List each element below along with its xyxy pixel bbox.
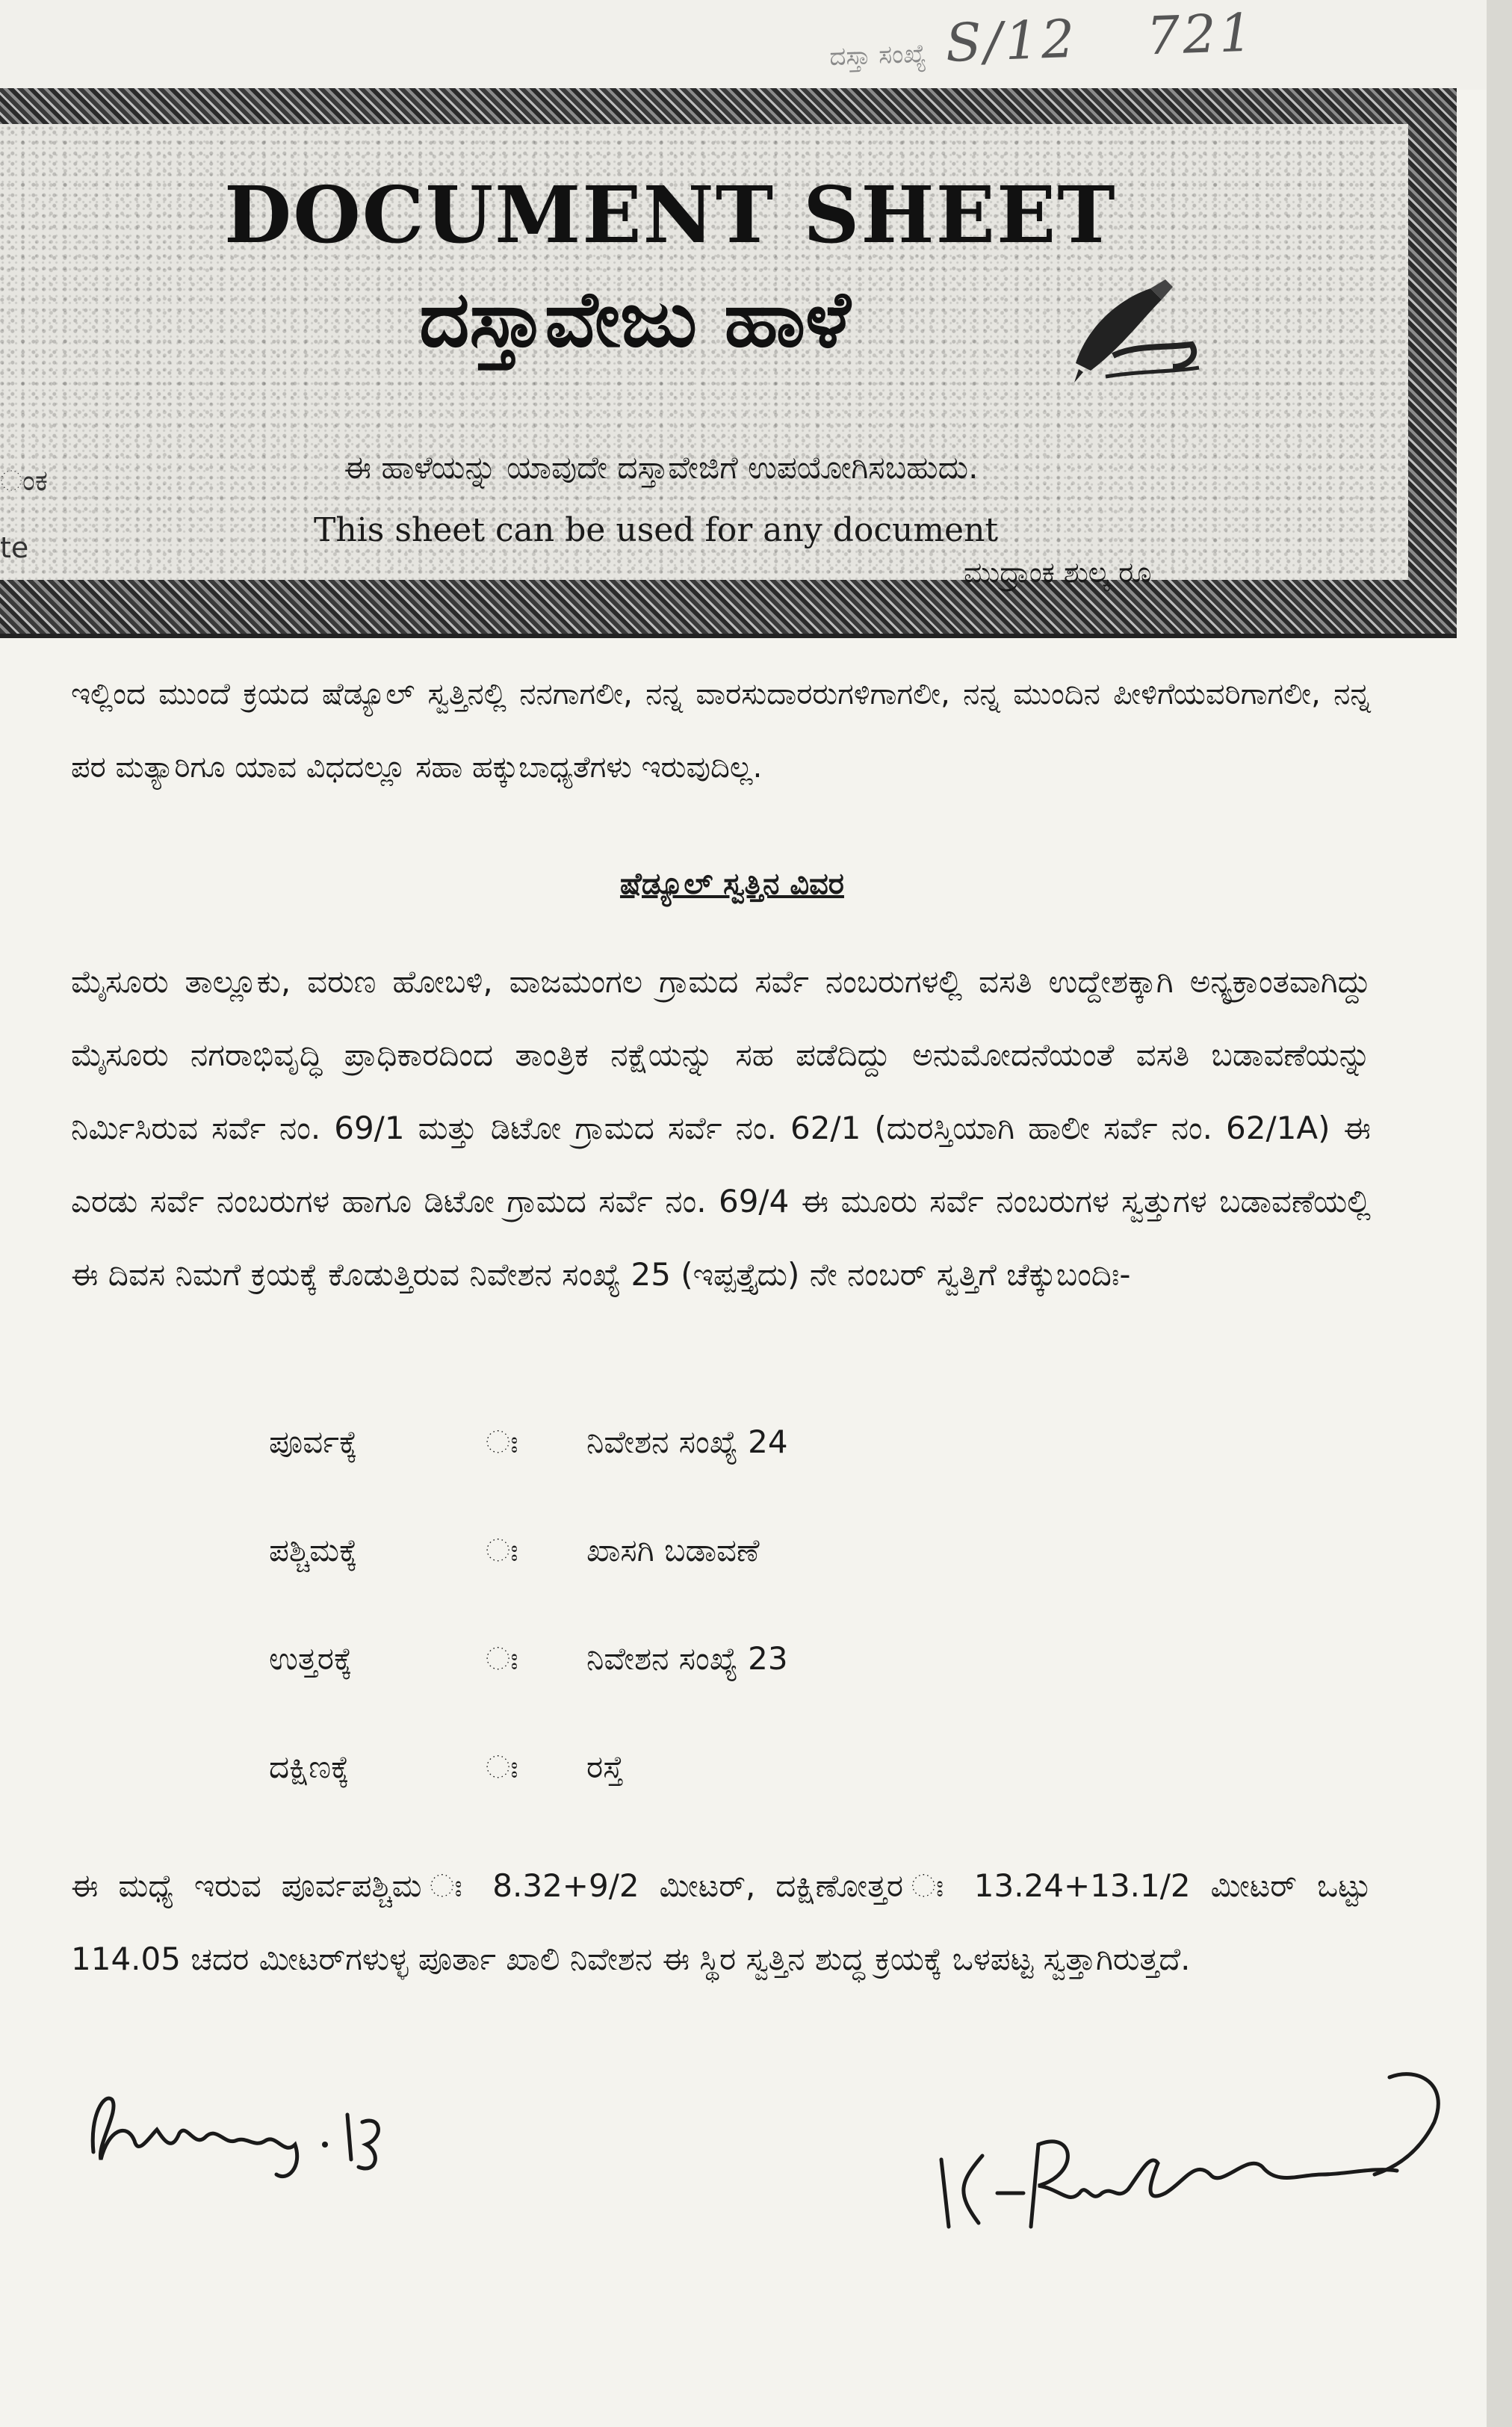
signature-right bbox=[926, 2062, 1464, 2242]
document-title-kannada: ದಸ್ತಾವೇಜು ಹಾಳೆ bbox=[419, 273, 851, 365]
boundary-colon: ಃ bbox=[486, 1749, 518, 1785]
boundary-colon: ಃ bbox=[486, 1640, 518, 1677]
boundary-colon: ಃ bbox=[486, 1423, 518, 1460]
document-title-english: DOCUMENT SHEET bbox=[224, 169, 1117, 261]
margin-text-fragment: ಂಕ bbox=[0, 464, 48, 497]
boundary-direction: ಉತ್ತರಕ್ಕೆ bbox=[269, 1640, 353, 1677]
margin-text-fragment: te bbox=[0, 531, 29, 564]
boundary-direction: ಪಶ್ಚಿಮಕ್ಕೆ bbox=[269, 1532, 358, 1568]
handwritten-serial bbox=[828, 0, 1443, 91]
signature-left bbox=[82, 2070, 396, 2189]
usage-note-english: This sheet can be used for any document bbox=[314, 511, 999, 549]
boundary-row-east bbox=[269, 1423, 1165, 1476]
measurement-paragraph: ಈ ಮಧ್ಯೆ ಇರುವ ಪೂರ್ವಪಶ್ಚಿಮ ಃ 8.32+9/2 ಮೀಟರ್, ದಕ್ಷಿಣೋತ್ತರ ಃ 13.24+13.1/2 ಮೀಟರ್ ಒಟ್ಟು 114.05 ಚದರ ಮೀಟರ್‌ಗಳುಳ್ಳ ಪೂರ್ತಾ ಖಾಲಿ ನಿವೇಶನ ಈ ಸ್ಥಿರ ಸ್ವತ್ತಿನ ಶುದ್ಧ ಕ್ರಯಕ್ಕೆ ಒಳಪಟ್ಟ ಸ್ವತ್ತಾಗಿರುತ್ತದೆ. bbox=[71, 1867, 1371, 1977]
schedule-heading: ಷೆಡ್ಯೂಲ್ ಸ್ವತ್ತಿನ ವಿವರ bbox=[620, 867, 844, 901]
schedule-paragraph: ಮೈಸೂರು ತಾಲ್ಲೂಕು, ವರುಣ ಹೋಬಳಿ, ವಾಜಮಂಗಲ ಗ್ರಾಮದ ಸರ್ವೆ ನಂಬರುಗಳಲ್ಲಿ ವಸತಿ ಉದ್ದೇಶಕ್ಕಾಗಿ ಅನ್ಯಕ್ರಾಂತವಾಗಿದ್ದು ಮೈಸೂರು ನಗರಾಭಿವೃದ್ಧಿ ಪ್ರಾಧಿಕಾರದಿಂದ ತಾಂತ್ರಿಕ ನಕ್ಷೆಯನ್ನು ಸಹ ಪಡೆದಿದ್ದು ಅನುಮೋದನೆಯಂತೆ ವಸತಿ ಬಡಾವಣೆಯನ್ನು ನಿರ್ಮಿಸಿರುವ ಸರ್ವೆ ನಂ. 69/1 ಮತ್ತು ಡಿಟೋ ಗ್ರಾಮದ ಸರ್ವೆ ನಂ. 62/1 (ದುರಸ್ತಿಯಾಗಿ ಹಾಲೀ ಸರ್ವೆ ನಂ. 62/1A) ಈ ಎರಡು ಸರ್ವೆ ನಂಬರುಗಳ ಹಾಗೂ ಡಿಟೋ ಗ್ರಾಮದ ಸರ್ವೆ ನಂ. 69/4 ಈ ಮೂರು ಸರ್ವೆ ನಂಬರುಗಳ ಸ್ವತ್ತುಗಳ ಬಡಾವಣೆಯಲ್ಲಿ ಈ ದಿವಸ ನಿಮಗೆ ಕ್ರಯಕ್ಕೆ ಕೊಡುತ್ತಿರುವ ನಿವೇಶನ ಸಂಖ್ಯೆ 25 (ಇಪ್ಪತ್ತೈದು) ನೇ ನಂಬರ್ ಸ್ವತ್ತಿಗೆ ಚೆಕ್ಕುಬಂದಿಃ- bbox=[71, 963, 1371, 1293]
pen-writing-icon bbox=[1061, 273, 1210, 386]
handwritten-code: S/12 bbox=[944, 7, 1079, 74]
boundary-value: ರಸ್ತೆ bbox=[586, 1749, 624, 1785]
boundary-row-west bbox=[269, 1532, 1165, 1584]
boundary-direction: ದಕ್ಷಿಣಕ್ಕೆ bbox=[269, 1749, 350, 1785]
handwritten-faint-note: ದಸ್ತಾ ಸಂಖ್ಯೆ bbox=[828, 38, 927, 72]
boundary-colon: ಃ bbox=[486, 1532, 518, 1568]
boundary-direction: ಪೂರ್ವಕ್ಕೆ bbox=[269, 1423, 358, 1460]
document-sheet-banner bbox=[0, 88, 1457, 638]
boundary-value: ನಿವೇಶನ ಸಂಖ್ಯೆ 24 bbox=[586, 1423, 788, 1460]
boundary-value: ಖಾಸಗಿ ಬಡಾವಣೆ bbox=[586, 1532, 760, 1568]
usage-note-kannada: ಈ ಹಾಳೆಯನ್ನು ಯಾವುದೇ ದಸ್ತಾವೇಜಿಗೆ ಉಪಯೋಗಿಸಬಹುದು. bbox=[344, 449, 979, 486]
top-strip bbox=[0, 0, 1512, 90]
banner-inner-panel bbox=[0, 124, 1408, 589]
boundary-value: ನಿವೇಶನ ಸಂಖ್ಯೆ 23 bbox=[586, 1640, 788, 1677]
boundary-row-north bbox=[269, 1640, 1165, 1692]
page-edge-shadow bbox=[1487, 0, 1512, 2427]
boundary-row-south bbox=[269, 1749, 1165, 1801]
handwritten-number: 721 bbox=[1145, 1, 1257, 67]
intro-paragraph: ಇಲ್ಲಿಂದ ಮುಂದೆ ಕ್ರಯದ ಷೆಡ್ಯೂಲ್ ಸ್ವತ್ತಿನಲ್ಲಿ ನನಗಾಗಲೀ, ನನ್ನ ವಾರಸುದಾರರುಗಳಿಗಾಗಲೀ, ನನ್ನ ಮುಂದಿನ ಪೀಳಿಗೆಯವರಿಗಾಗಲೀ, ನನ್ನ ಪರ ಮತ್ಯಾರಿಗೂ ಯಾವ ವಿಧದಲ್ಲೂ ಸಹಾ ಹಕ್ಕುಬಾಧ್ಯತೆಗಳು ಇರುವುದಿಲ್ಲ. bbox=[71, 677, 1371, 785]
stamp-duty-label: ಮುದ್ರಾಂಕ ಶುಲ್ಕ ರೂ bbox=[964, 556, 1152, 589]
